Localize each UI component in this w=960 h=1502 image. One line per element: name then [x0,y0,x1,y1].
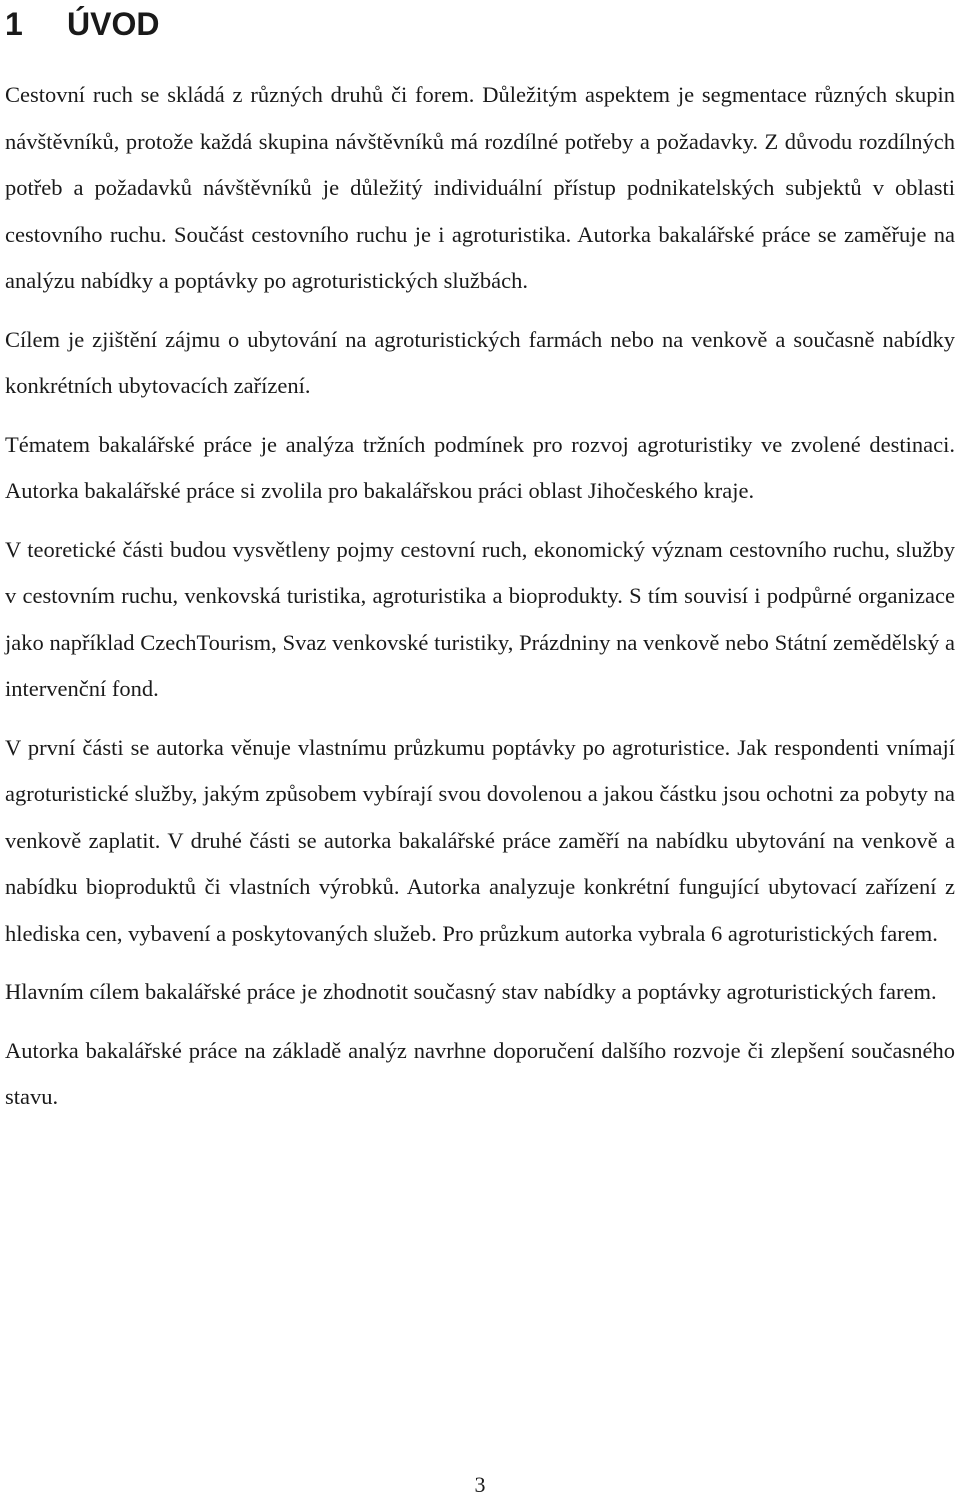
chapter-title: ÚVOD [67,6,160,42]
page-number: 3 [474,1472,486,1497]
chapter-number: 1 [5,6,23,42]
paragraph-topic: Tématem bakalářské práce je analýza tržních podmínek pro rozvoj agroturistiky ve zvolené destinaci. Autorka bakalářské práce si zvolila pro bakalářskou práci oblast Jihočeského kraje. [5,431,955,503]
chapter-body [5,72,955,1133]
paragraph-recommendation: Autorka bakalářské práce na základě analýz navrhne doporučení dalšího rozvoje či zlepšení současného stavu. [5,1037,955,1109]
paragraph-research: V první části se autorka věnuje vlastnímu průzkumu poptávky po agroturistice. Jak respondenti vnímají agroturistické služby, jakým způsobem vybírají svou dovolenou a jakou částku jsou ochotni za pobyty na venkově zaplatit. V druhé části se autorka bakalářské práce zaměří na nabídku ubytování na venkově a nabídku bioproduktů či vlastních výrobků. Autorka analyzuje konkrétní fungující ubytovací zařízení z hlediska cen, vybavení a poskytovaných služeb. Pro průzkum autorka vybrala 6 agroturistických farem. [5,734,955,946]
chapter-heading [5,4,159,44]
paragraph-main-goal: Hlavním cílem bakalářské práce je zhodnotit současný stav nabídky a poptávky agroturistických farem. [5,979,937,1004]
paragraph-theory: V teoretické části budou vysvětleny pojmy cestovní ruch, ekonomický význam cestovního ruchu, služby v cestovním ruchu, venkovská turistika, agroturistika a bioprodukty. S tím souvisí i podpůrné organizace jako například CzechTourism, Svaz venkovské turistiky, Prázdniny na venkově nebo Státní zemědělský a intervenční fond. [5,536,955,701]
paragraph-intro: Cestovní ruch se skládá z různých druhů či forem. Důležitým aspektem je segmentace různých skupin návštěvníků, protože každá skupina návštěvníků má rozdílné potřeby a požadavky. Z důvodu rozdílných potřeb a požadavků návštěvníků je důležitý individuální přístup podnikatelských subjektů v oblasti cestovního ruchu. Součást cestovního ruchu je i agroturistika. Autorka bakalářské práce se zaměřuje na analýzu nabídky a poptávky po agroturistických službách. [5,82,955,293]
paragraph-goal: Cílem je zjištění zájmu o ubytování na agroturistických farmách nebo na venkově a současně nabídky konkrétních ubytovacích zařízení. [5,326,955,398]
